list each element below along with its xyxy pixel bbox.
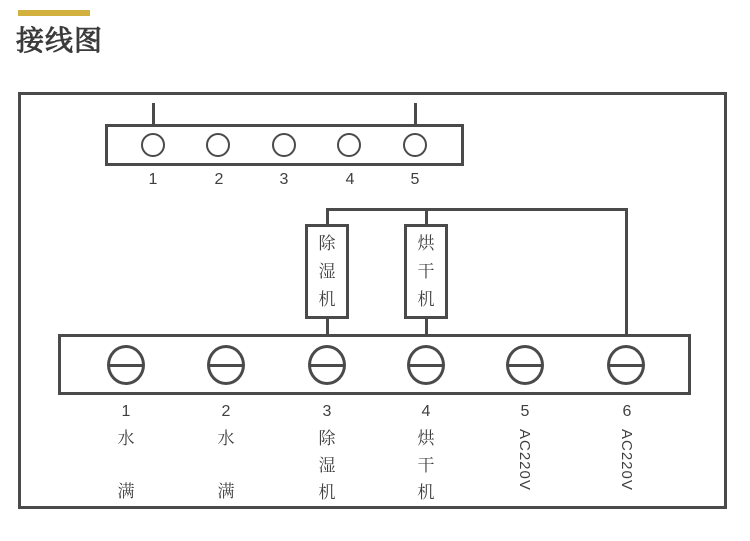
top-terminal-circle-icon (141, 133, 165, 157)
top-terminal-circle-icon (206, 133, 230, 157)
bottom-terminal-label: 烘干机 (417, 429, 435, 502)
bus-wire-horizontal (326, 208, 628, 211)
screw-slot-line (410, 364, 442, 367)
wire-bus-to-terminal-6 (625, 208, 628, 348)
title-accent-bar (18, 10, 90, 16)
wire-bus-to-dryer (425, 208, 428, 225)
top-terminal-circle-icon (337, 133, 361, 157)
top-terminal-number: 2 (214, 171, 224, 188)
screw-terminal-icon (607, 345, 645, 385)
top-terminal-circle-icon (272, 133, 296, 157)
screw-terminal-icon (308, 345, 346, 385)
component-label: 烘干机 (417, 233, 435, 309)
bottom-terminal-label: 除湿机 (318, 429, 336, 502)
screw-slot-line (110, 364, 142, 367)
incoming-wire-right (414, 103, 417, 124)
component-label: 除湿机 (318, 233, 336, 309)
wiring-diagram (18, 92, 727, 509)
bottom-terminal-number: 3 (322, 403, 332, 420)
bottom-terminal-number: 4 (421, 403, 431, 420)
component-box-dehumidifier (305, 224, 349, 319)
screw-terminal-icon (506, 345, 544, 385)
top-terminal-number: 1 (148, 171, 158, 188)
bottom-terminal-label: AC220V (618, 429, 635, 491)
incoming-wire-left (152, 103, 155, 124)
screw-terminal-icon (207, 345, 245, 385)
screw-slot-line (311, 364, 343, 367)
top-terminal-number: 5 (410, 171, 420, 188)
top-terminal-number: 4 (345, 171, 355, 188)
page-title: 接线图 (16, 25, 104, 56)
bottom-terminal-label: 水满 (117, 429, 135, 501)
top-terminal-number: 3 (279, 171, 289, 188)
component-box-dryer (404, 224, 448, 319)
bottom-terminal-number: 6 (622, 403, 632, 420)
top-terminal-circle-icon (403, 133, 427, 157)
bottom-terminal-strip (58, 334, 691, 395)
screw-slot-line (610, 364, 642, 367)
bottom-terminal-label: AC220V (516, 429, 533, 491)
screw-slot-line (210, 364, 242, 367)
screw-terminal-icon (107, 345, 145, 385)
screw-slot-line (509, 364, 541, 367)
bottom-terminal-number: 5 (520, 403, 530, 420)
screw-terminal-icon (407, 345, 445, 385)
bottom-terminal-number: 1 (121, 403, 131, 420)
wire-bus-to-dehumidifier (326, 208, 329, 225)
bottom-terminal-label: 水满 (217, 429, 235, 501)
bottom-terminal-number: 2 (221, 403, 231, 420)
